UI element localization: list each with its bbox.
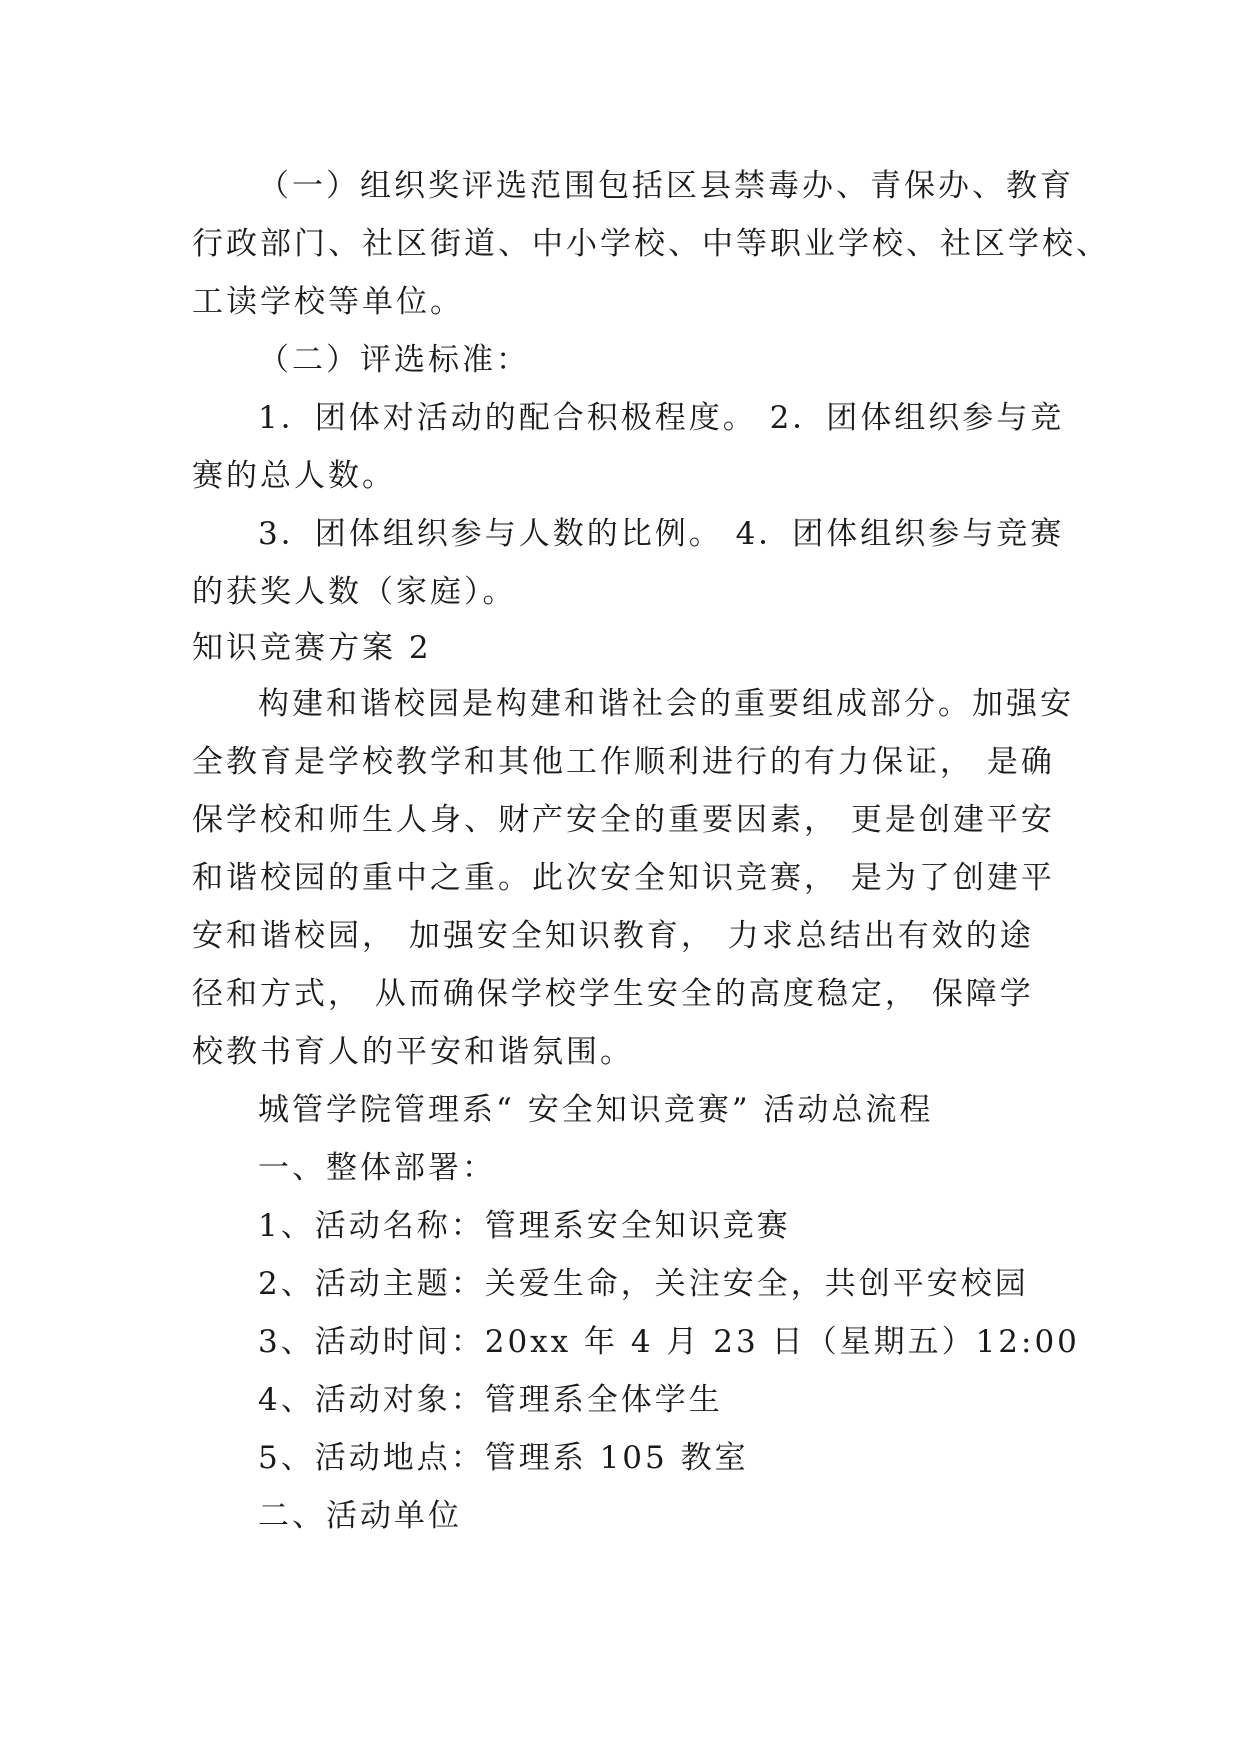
paragraph-line: 的获奖人数（家庭）。 (192, 574, 517, 610)
paragraph-line: 3．团体组织参与人数的比例。 4．团体组织参与竞赛 (258, 516, 1065, 552)
paragraph-line: 保学校和师生人身、财产安全的重要因素， 更是创建平安 (192, 802, 1055, 838)
paragraph-line: 安和谐校园， 加强安全知识教育， 力求总结出有效的途 (192, 918, 1034, 954)
paragraph-line: 赛的总人数。 (192, 458, 396, 494)
paragraph-line: 构建和谐校园是构建和谐社会的重要组成部分。加强安 (258, 686, 1074, 722)
document-title: 知识竞赛方案 2 (192, 630, 432, 666)
paragraph-line: 径和方式， 从而确保学校学生安全的高度稳定， 保障学 (192, 976, 1034, 1012)
paragraph-line: 校教书育人的平安和谐氛围。 (192, 1034, 634, 1070)
paragraph-line: 全教育是学校教学和其他工作顺利进行的有力保证， 是确 (192, 744, 1055, 780)
list-item: 3、活动时间：20xx 年 4 月 23 日（星期五）12:00 (258, 1324, 1080, 1360)
section-heading: 城管学院管理系“ 安全知识竞赛” 活动总流程 (258, 1092, 934, 1128)
section-heading: （二）评选标准： (258, 342, 530, 378)
paragraph-line: 1．团体对活动的配合积极程度。 2．团体组织参与竞 (258, 400, 1065, 436)
paragraph-line: 工读学校等单位。 (192, 284, 464, 320)
list-item: 5、活动地点：管理系 105 教室 (258, 1440, 749, 1476)
paragraph-line: 行政部门、社区街道、中小学校、中等职业学校、社区学校、 (192, 226, 1110, 262)
list-item: 1、活动名称：管理系安全知识竞赛 (258, 1208, 791, 1244)
list-item: 2、活动主题：关爱生命，关注安全，共创平安校园 (258, 1266, 1029, 1302)
paragraph-line: （一）组织奖评选范围包括区县禁毒办、青保办、教育 (258, 168, 1074, 204)
list-item: 4、活动对象：管理系全体学生 (258, 1382, 723, 1418)
section-heading: 一、整体部署： (258, 1150, 496, 1186)
paragraph-line: 和谐校园的重中之重。此次安全知识竞赛， 是为了创建平 (192, 860, 1055, 896)
section-heading: 二、活动单位 (258, 1498, 462, 1534)
